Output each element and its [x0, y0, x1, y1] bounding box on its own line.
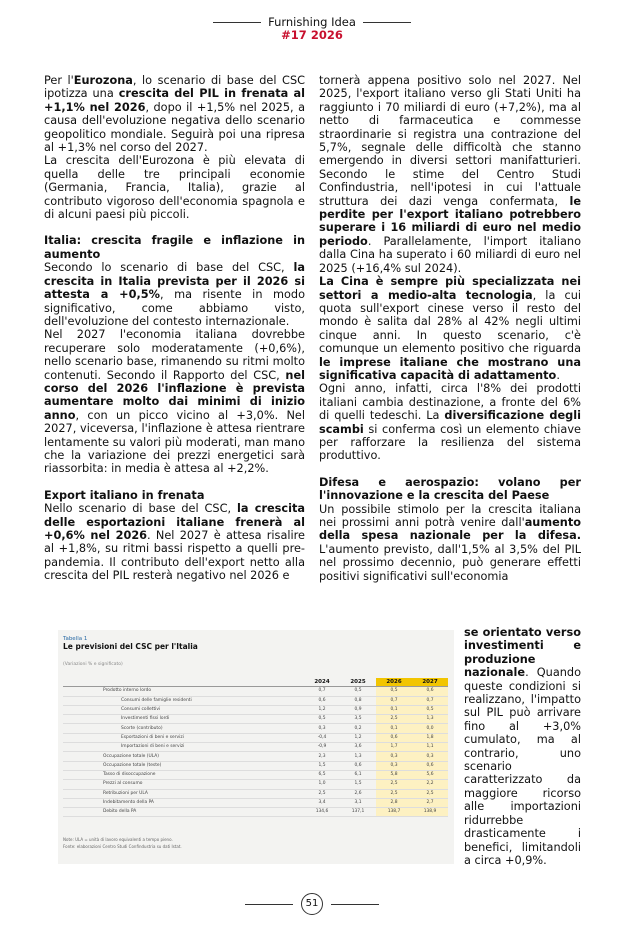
- paragraph: Ogni anno, infatti, circa l'8% dei prodotti italiani cambia destinazione, a fronte del 6% di quelli tedeschi. La diversificazione degli scambi si conferma così un elemento chiave per rafforzare la resilienza del sistema produttivo.: [319, 382, 581, 463]
- table-row: [63, 808, 448, 817]
- table-cell: 3,6: [340, 743, 376, 752]
- paragraph: tornerà appena positivo solo nel 2027. Nel 2025, l'export italiano verso gli Stati Uniti ha raggiunto i 70 miliardi di euro (+7,2%), ma al netto di farmaceutica e commesse straordinarie si registra una contrazione del 5,7%, segnale delle difficoltà che stanno emergendo in diversi settori manifatturieri. Secondo le stime del Centro Studi Confindustria, nell'ipotesi in cui l'attuale struttura dei dazi venga confermata, le perdite per l'export italiano potrebbero superare i 16 miliardi di euro nel medio periodo. Parallelamente, l'import italiano dalla Cina ha superato i 60 miliardi di euro nel 2025 (+16,4% sul 2024).: [319, 74, 581, 275]
- table-cell: 6,1: [340, 770, 376, 779]
- table-cell: 138,9: [412, 808, 448, 817]
- row-label: Prodotto interno lordo: [63, 687, 304, 696]
- table-cell: 0,7: [412, 696, 448, 705]
- table-row: [63, 761, 448, 770]
- paragraph: La Cina è sempre più specializzata nei settori a medio-alta tecnologia, la cui quota sull'export cinese verso il resto del mondo è salita dal 28% al 42% negli ultimi cinque anni. In questo scenario, c'è comunque un elemento positivo che riguarda le imprese italiane che mostrano una significativa capacità di adattamento.: [319, 275, 582, 382]
- row-label: Tasso di disoccupazione: [63, 770, 304, 779]
- forecast-table-figure: [58, 630, 454, 864]
- table-cell: 2,5: [304, 789, 340, 798]
- table-cell: 0,9: [340, 705, 376, 714]
- row-label: Prezzi al consumo: [63, 780, 304, 789]
- table-notes: [63, 836, 182, 850]
- table-cell: 1,2: [304, 705, 340, 714]
- table-cell: 0,5: [304, 715, 340, 724]
- table-cell: 0,0: [412, 724, 448, 733]
- table-row: [63, 770, 448, 779]
- paragraph: Secondo lo scenario di base del CSC, la crescita in Italia prevista per il 2026 si attesta a +0,5%, ma risente in modo significativo, come abbiamo visto, dell'evoluzione del contesto internazionale.: [44, 261, 305, 328]
- table-cell: 5,6: [412, 770, 448, 779]
- table-cell: 3,1: [340, 798, 376, 807]
- issue-number: #17 2026: [281, 28, 343, 42]
- table-cell: 2,3: [304, 752, 340, 761]
- table-cell: 3,4: [304, 798, 340, 807]
- table-label: Tabella 1: [63, 636, 88, 642]
- year-header: 2024: [304, 678, 340, 687]
- table-cell: 2,5: [376, 780, 412, 789]
- table-cell: 5,8: [376, 770, 412, 779]
- table-cell: 1,1: [412, 743, 448, 752]
- paragraph: Nello scenario di base del CSC, la crescita delle esportazioni italiane frenerà al +0,6% nel 2026. Nel 2027 è attesa risalire al +1,8%, su ritmi bassi rispetto a quelli pre-pandemia. Il contributo dell'export netto alla crescita del PIL resterà negativo nel 2026 e: [44, 502, 305, 583]
- table-cell: 1,5: [340, 780, 376, 789]
- table-cell: 6,5: [304, 770, 340, 779]
- table-row: [63, 752, 448, 761]
- table-row: [63, 715, 448, 724]
- paragraph: Per l'Eurozona, lo scenario di base del CSC ipotizza una crescita del PIL in frenata al +1,1% nel 2026, dopo il +1,5% nel 2025, a causa dell'evoluzione negativa dello scenario geopolitico mondiale. Seguirà poi una ripresa al +1,3% nel corso del 2027.: [44, 74, 306, 155]
- table-row: [63, 780, 448, 789]
- table-note: Note: ULA = unità di lavoro equivalenti a tempo pieno.: [63, 837, 173, 842]
- table-cell: 2,5: [376, 715, 412, 724]
- table-cell: -0,9: [304, 743, 340, 752]
- table-cell: 1,7: [376, 743, 412, 752]
- table-cell: 0,3: [304, 724, 340, 733]
- year-header: 2026: [376, 678, 412, 687]
- table-cell: 0,8: [340, 696, 376, 705]
- left-column: [44, 74, 305, 583]
- table-subtitle: (Variazioni % e significato): [63, 662, 123, 667]
- table-cell: 0,6: [304, 696, 340, 705]
- table-row: [63, 687, 448, 696]
- table-row: [63, 696, 448, 705]
- page-header: [0, 16, 624, 42]
- section-heading: Italia: crescita fragile e inflazione in aumento: [44, 234, 305, 261]
- table-cell: 0,1: [376, 705, 412, 714]
- table-cell: 0,7: [304, 687, 340, 696]
- table-source: Fonte: elaborazioni Centro Studi Confindustria su dati Istat.: [63, 844, 182, 849]
- year-header: 2025: [340, 678, 376, 687]
- table-cell: 0,5: [376, 687, 412, 696]
- table-row: [63, 743, 448, 752]
- table-cell: 0,6: [412, 687, 448, 696]
- section-heading: Difesa e aerospazio: volano per l'innovazione e la crescita del Paese: [319, 475, 581, 503]
- forecast-table: [63, 678, 448, 817]
- table-cell: 0,3: [376, 761, 412, 770]
- row-label: Consumi delle famiglie residenti: [63, 696, 304, 705]
- table-cell: 1,3: [412, 715, 448, 724]
- table-cell: 2,6: [340, 789, 376, 798]
- table-cell: 1,3: [340, 752, 376, 761]
- table-cell: 137,1: [340, 808, 376, 817]
- wrapped-text: [464, 626, 581, 867]
- table-title: Le previsioni del CSC per l'Italia: [63, 642, 198, 651]
- table-cell: 2,5: [376, 789, 412, 798]
- paragraph: Un possibile stimolo per la crescita italiana nei prossimi anni potrà venire dall'aumento della spesa nazionale per la difesa. L'aumento previsto, dall'1,5% al 3,5% del PIL nel prossimo decennio, può generare effetti positivi significativi sull'economia: [319, 502, 581, 583]
- row-label: Importazioni di beni e servizi: [63, 743, 304, 752]
- footer-rule-left: [245, 904, 293, 905]
- table-cell: 2,5: [412, 789, 448, 798]
- table-row: [63, 789, 448, 798]
- table-cell: 2,8: [376, 798, 412, 807]
- paragraph: Nel 2027 l'economia italiana dovrebbe recuperare solo moderatamente (+0,6%), nello scenario base, rimanendo su ritmi molto contenuti. Secondo il Rapporto del CSC, nel corso del 2026 l'inflazione è prevista aumentare molto dai minimi di inizio anno, con un picco vicino al +3,0%. Nel 2027, viceversa, l'inflazione è attesa rientrare lentamente su valori più moderati, man mano che la variazione dei prezzi energetici sarà riassorbita: in media è attesa al +2,2%.: [44, 328, 305, 476]
- footer-rule-right: [331, 904, 379, 905]
- table-row: [63, 798, 448, 807]
- table-cell: 1,5: [304, 761, 340, 770]
- table-cell: 0,3: [412, 752, 448, 761]
- section-heading: Export italiano in frenata: [44, 488, 205, 502]
- table-row: [63, 733, 448, 742]
- table-cell: 0,6: [340, 761, 376, 770]
- table-cell: 2,2: [412, 780, 448, 789]
- table-cell: 0,7: [376, 696, 412, 705]
- row-label: Occupazione totale (ULA): [63, 752, 304, 761]
- row-label: Retribuzioni per ULA: [63, 789, 304, 798]
- row-label: Consumi collettivi: [63, 705, 304, 714]
- page-footer: [0, 893, 624, 915]
- table-cell: 0,6: [412, 761, 448, 770]
- table-row: [63, 705, 448, 714]
- row-label: Occupazione totale (teste): [63, 761, 304, 770]
- table-cell: 0,5: [340, 687, 376, 696]
- right-column: [319, 74, 581, 583]
- row-label: Indebitamento della PA: [63, 798, 304, 807]
- row-label: Debito della PA: [63, 808, 304, 817]
- row-label: Esportazioni di beni e servizi: [63, 733, 304, 742]
- table-cell: 0,5: [412, 705, 448, 714]
- page-number: 51: [301, 893, 323, 915]
- table-cell: -0,4: [304, 733, 340, 742]
- table-row: [63, 724, 448, 733]
- row-label: Scorte (contributo): [63, 724, 304, 733]
- table-cell: 0,2: [340, 724, 376, 733]
- table-cell: 1,8: [412, 733, 448, 742]
- table-cell: 2,7: [412, 798, 448, 807]
- paragraph: se orientato verso investimenti e produzione nazionale. Quando queste condizioni si realizzano, l'impatto sul PIL può arrivare fino al +3,0% cumulato, ma al contrario, uno scenario caratterizzato da maggiore ricorso alle importazioni ridurrebbe drasticamente i benefici, limitandoli a circa +0,9%.: [464, 626, 581, 867]
- row-label: Investimenti fissi lordi: [63, 715, 304, 724]
- table-cell: 0,6: [376, 733, 412, 742]
- magazine-title: Furnishing Idea: [268, 15, 356, 29]
- paragraph: La crescita dell'Eurozona è più elevata di quella delle tre principali economie (Germania, Francia, Italia), grazie al contributo vigoroso dell'economia spagnola e di alcuni paesi più piccoli.: [44, 154, 305, 222]
- table-cell: 138,7: [376, 808, 412, 817]
- table-cell: 0,1: [376, 724, 412, 733]
- table-cell: 0,3: [376, 752, 412, 761]
- table-cell: 1,0: [304, 780, 340, 789]
- year-header: 2027: [412, 678, 448, 687]
- header-rule-left: [213, 22, 261, 23]
- table-cell: 1,2: [340, 733, 376, 742]
- header-rule-right: [363, 22, 411, 23]
- table-cell: 134,6: [304, 808, 340, 817]
- table-cell: 3,5: [340, 715, 376, 724]
